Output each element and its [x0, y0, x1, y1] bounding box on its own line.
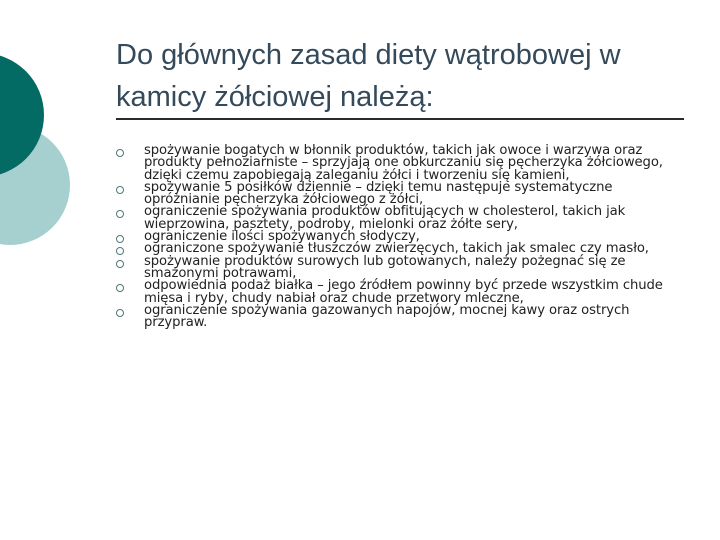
decorative-circles: [0, 0, 120, 300]
circle-bullet-icon: [116, 309, 124, 317]
circle-bullet-icon: [116, 149, 124, 157]
list-item-text: spożywanie 5 posiłków dziennie – dzięki temu następuje systematyczne opróżnianie pęcherzyka żółciowego z żółci,: [144, 179, 613, 208]
circle-bullet-icon: [116, 284, 124, 292]
circle-bullet-icon: [116, 186, 124, 194]
bullet-list: [116, 145, 686, 329]
list-item: [116, 280, 686, 305]
list-item: [116, 253, 686, 281]
list-item-text: ograniczone spożywanie tłuszczów zwierzęcych, takich jak smalec czy masło,: [144, 241, 649, 257]
list-item-text: spożywanie produktów surowych lub gotowanych, należy pożegnać się ze smażonymi potrawami,: [144, 253, 626, 281]
list-item-text: ograniczenie spożywania gazowanych napojów, mocnej kawy oraz ostrych przypraw.: [144, 302, 630, 331]
list-item: [116, 206, 686, 231]
list-item-text: odpowiednia podaż białka – jego źródłem powinny być przede wszystkim chude mięsa i ryby, chudy nabiał oraz chude przetwory mleczne,: [144, 278, 663, 306]
list-item-text: spożywanie bogatych w błonnik produktów, takich jak owoce i warzywa oraz produkty pełnoziarniste – sprzyjają one obkurczaniu się pęcherzyka żółciowego, dzięki czemu zapobiegają zaleganiu żółci i tworzeniu się kamieni,: [144, 143, 663, 183]
circle-bullet-icon: [116, 260, 124, 268]
list-item: [116, 179, 686, 208]
slide-title: Do głównych zasad diety wątrobowej w kamicy żółciowej należą:: [116, 39, 621, 113]
circle-bullet-icon: [116, 210, 124, 218]
circle-bullet-icon: [116, 247, 124, 255]
title-divider: [116, 118, 684, 120]
list-item-text: ograniczenie spożywania produktów obfitujących w cholesterol, takich jak wieprzowina, pasztety, podroby, mielonki oraz żółte sery,: [144, 204, 626, 232]
list-item-text: ograniczenie ilości spożywanych słodyczy,: [144, 229, 420, 245]
circle-bullet-icon: [116, 235, 124, 243]
list-item: [116, 145, 686, 182]
list-item: [116, 302, 686, 331]
